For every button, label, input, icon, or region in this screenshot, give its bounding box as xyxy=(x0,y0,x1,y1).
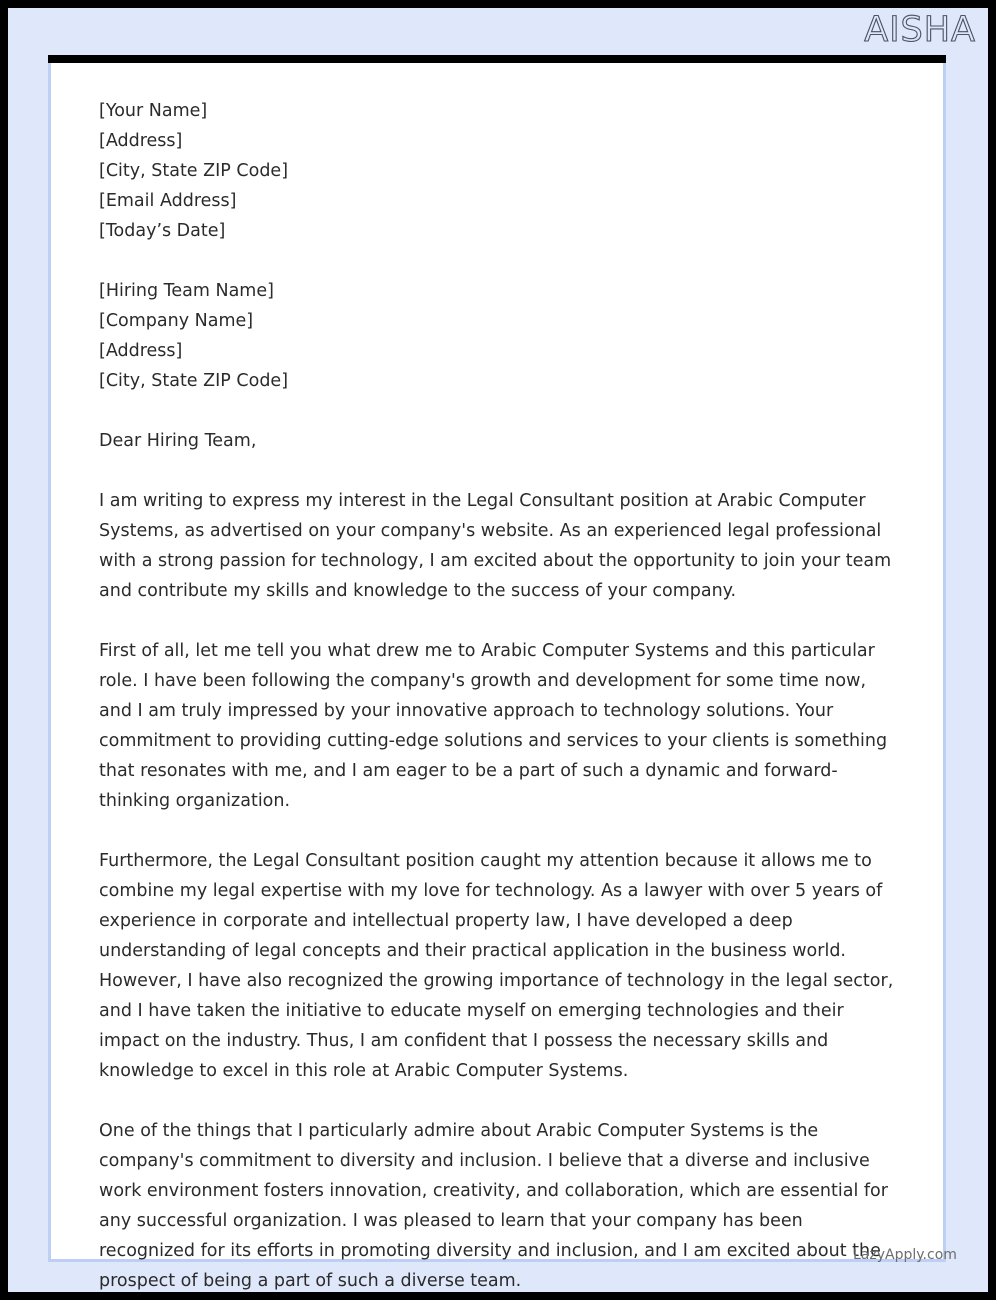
sender-line-date: [Today’s Date] xyxy=(99,221,226,241)
body-paragraph-1: I am writing to express my interest in the Legal Consultant position at Arabic Computer Systems, as advertised on your company's website. As an experienced legal professional with a strong passion for technology, I am excited about the opportunity to join your team and contribute my skills and knowledge to the success of your company. xyxy=(99,491,892,601)
body-paragraph-3: Furthermore, the Legal Consultant position caught my attention because it allows me to combine my legal expertise with my love for technology. As a lawyer with over 5 years of experience in corporate and intellectual property law, I have developed a deep understanding of legal concepts and their practical application in the business world. However, I have also recognized the growing importance of technology in the legal sector, and I have taken the initiative to educate myself on emerging technologies and their impact on the industry. Thus, I am confident that I possess the necessary skills and knowledge to excel in this role at Arabic Computer Systems. xyxy=(99,851,894,1081)
sender-line-name: [Your Name] xyxy=(99,101,208,121)
sender-line-city: [City, State ZIP Code] xyxy=(99,161,289,181)
recipient-line-company: [Company Name] xyxy=(99,311,254,331)
sender-line-email: [Email Address] xyxy=(99,191,237,211)
recipient-line-address: [Address] xyxy=(99,341,183,361)
recipient-line-team: [Hiring Team Name] xyxy=(99,281,274,301)
lazyapply-watermark: LazyApply.com xyxy=(853,1247,957,1263)
sender-line-address: [Address] xyxy=(99,131,183,151)
body-paragraph-2: First of all, let me tell you what drew me to Arabic Computer Systems and this particular role. I have been following the company's growth and development for some time now, and I am truly impressed by your innovative approach to technology solutions. Your commitment to providing cutting-edge solutions and services to your clients is something that resonates with me, and I am eager to be a part of such a dynamic and forward-thinking organization. xyxy=(99,641,888,811)
salutation: Dear Hiring Team, xyxy=(99,431,257,451)
brand-header xyxy=(8,8,988,55)
body-paragraph-4: One of the things that I particularly admire about Arabic Computer Systems is the company's commitment to diversity and inclusion. I believe that a diverse and inclusive work environment fosters innovation, creativity, and collaboration, which are essential for any successful organization. I was pleased to learn that your company has been recognized for its efforts in promoting diversity and inclusion, and I am excited about the prospect of being a part of such a diverse team. xyxy=(99,1121,888,1291)
document-page xyxy=(8,8,988,1292)
recipient-line-city: [City, State ZIP Code] xyxy=(99,371,289,391)
sender-address-block xyxy=(99,96,899,246)
sheet-top-rule xyxy=(48,55,946,63)
recipient-address-block xyxy=(99,276,899,396)
brand-name: AISHA xyxy=(864,10,976,50)
cover-letter-body xyxy=(99,96,899,1292)
